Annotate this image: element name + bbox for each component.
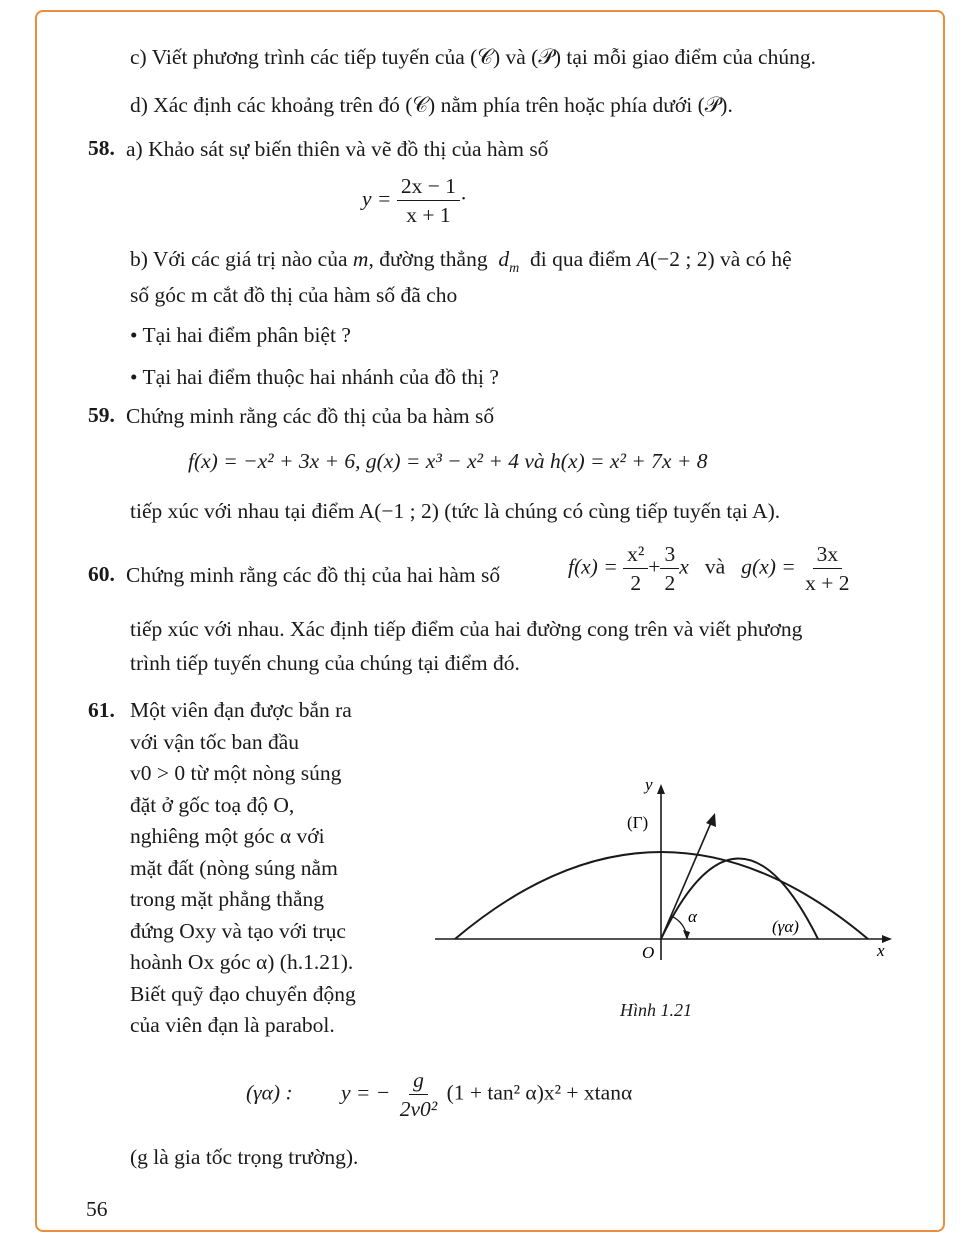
p61-l3: v0 > 0 từ một nòng súng [130, 761, 342, 785]
p58b-dm: d [498, 247, 510, 271]
p61-l9: hoành Ox góc α) (h.1.21). [130, 950, 354, 974]
y-axis-arrow [657, 784, 665, 794]
f60-g-lhs: g(x) = [741, 554, 796, 579]
exercise-58-number: 58. [88, 136, 115, 160]
f60-x: x [679, 554, 689, 579]
exercise-58b-line1 [130, 246, 792, 276]
p58b-A: A [636, 247, 651, 271]
exercise-60-after2: trình tiếp tuyến chung của chúng tại điểm đó. [130, 651, 520, 675]
p58b-dm-sub: m [509, 261, 520, 276]
bullet-2: • Tại hai điểm thuộc hai nhánh của đồ thị ? [130, 365, 499, 389]
p58b-m: m [352, 247, 369, 271]
exercise-60-number: 60. [88, 562, 115, 586]
formula-58-numerator: 2x − 1 [397, 174, 460, 201]
exercise-60-after1: tiếp xúc với nhau. Xác định tiếp điểm của hai đường cong trên và viết phương [130, 617, 803, 641]
f61-den: 2v0² [399, 1097, 438, 1121]
exercise-58a: a) Khảo sát sự biến thiên và vẽ đồ thị của hàm số [126, 137, 549, 161]
p58b-pre: b) Với các giá trị nào của [130, 247, 348, 271]
p61-l11: của viên đạn là parabol. [130, 1013, 335, 1037]
formula-58: y = $\frac{2x - 1}{x + 1}$ · [362, 174, 468, 227]
p58b-end: (−2 ; 2) và có hệ [650, 247, 792, 271]
f60-plus: + [648, 554, 661, 579]
f60-g-den: x + 2 [805, 571, 850, 595]
exercise-59-after: tiếp xúc với nhau tại điểm A(−1 ; 2) (tức là chúng có cùng tiếp tuyến tại A). [130, 499, 781, 523]
exercise-59-number: 59. [88, 403, 115, 427]
bullet-1: • Tại hai điểm phân biệt ? [130, 323, 351, 347]
f60-f-n2: 3 [660, 542, 679, 569]
formula-58-lhs: y = [362, 186, 392, 211]
label-gamma-alpha: (γα) [772, 917, 799, 936]
p61-l5: nghiêng một góc α với [130, 824, 325, 848]
p61-l10: Biết quỹ đạo chuyển động [130, 981, 356, 1006]
label-x: x [877, 941, 885, 960]
exercise-61-footer: (g là gia tốc trọng trường). [130, 1145, 359, 1169]
label-Gamma: (Γ) [627, 813, 649, 832]
p61-l4: đặt ở gốc toạ độ O, [130, 792, 295, 817]
figure-caption: Hình 1.21 [620, 1000, 692, 1020]
exercise-61-number: 61. [88, 698, 115, 722]
f61-lhs: (γα) : [246, 1080, 293, 1105]
label-y: y [645, 775, 653, 794]
page-number: 56 [86, 1197, 108, 1221]
f60-f-d1: 2 [630, 571, 642, 595]
formula-59: f(x) = −x² + 3x + 6, g(x) = x³ − x² + 4 và h(x) = x² + 7x + 8 [188, 449, 708, 473]
exercise-60-text: Chứng minh rằng các đồ thị của hai hàm số [126, 563, 501, 587]
f60-f-lhs: f(x) = [568, 554, 618, 579]
formula-58-denominator: x + 1 [406, 203, 451, 227]
velocity-arrow [706, 813, 716, 827]
label-origin: O [642, 943, 655, 962]
p61-l6: mặt đất (nòng súng nằm [130, 855, 338, 880]
velocity-vector [661, 818, 713, 939]
p61-l7: trong mặt phẳng thẳng [130, 887, 325, 911]
formula-61 [246, 1068, 632, 1121]
f60-f-d2: 2 [664, 571, 676, 595]
f61-rest: (1 + tan² α)x² + xtanα [446, 1080, 633, 1105]
f61-num: g [409, 1068, 428, 1095]
p58b-post: đi qua điểm [529, 247, 632, 271]
p61-l1: Một viên đạn được bắn ra [130, 698, 352, 722]
figure-1-21 [420, 770, 910, 1000]
f60-f-n1: x² [623, 542, 648, 569]
p61-l8: đứng Oxy và tạo với trục [130, 918, 346, 943]
exercise-61-text [130, 695, 392, 1042]
formula-60 [568, 542, 854, 595]
angle-arc [671, 916, 687, 939]
f60-g-num: 3x [813, 542, 843, 569]
label-alpha: α [688, 907, 697, 926]
f60-and: và [704, 554, 726, 579]
p61-l2: với vận tốc ban đầu [130, 729, 299, 754]
exercise-58b-line2: số góc m cắt đồ thị của hàm số đã cho [130, 283, 458, 307]
exercise-59-text: Chứng minh rằng các đồ thị của ba hàm số [126, 404, 495, 428]
f61-y: y = − [341, 1080, 391, 1105]
exercise-57d: d) Xác định các khoảng trên đó (𝒞) nằm phía trên hoặc phía dưới (𝒫). [130, 93, 733, 117]
exercise-57c: c) Viết phương trình các tiếp tuyến của (𝒞) và (𝒫) tại mỗi giao điểm của chúng. [130, 45, 816, 69]
p58b-mid: , đường thẳng [368, 247, 488, 271]
